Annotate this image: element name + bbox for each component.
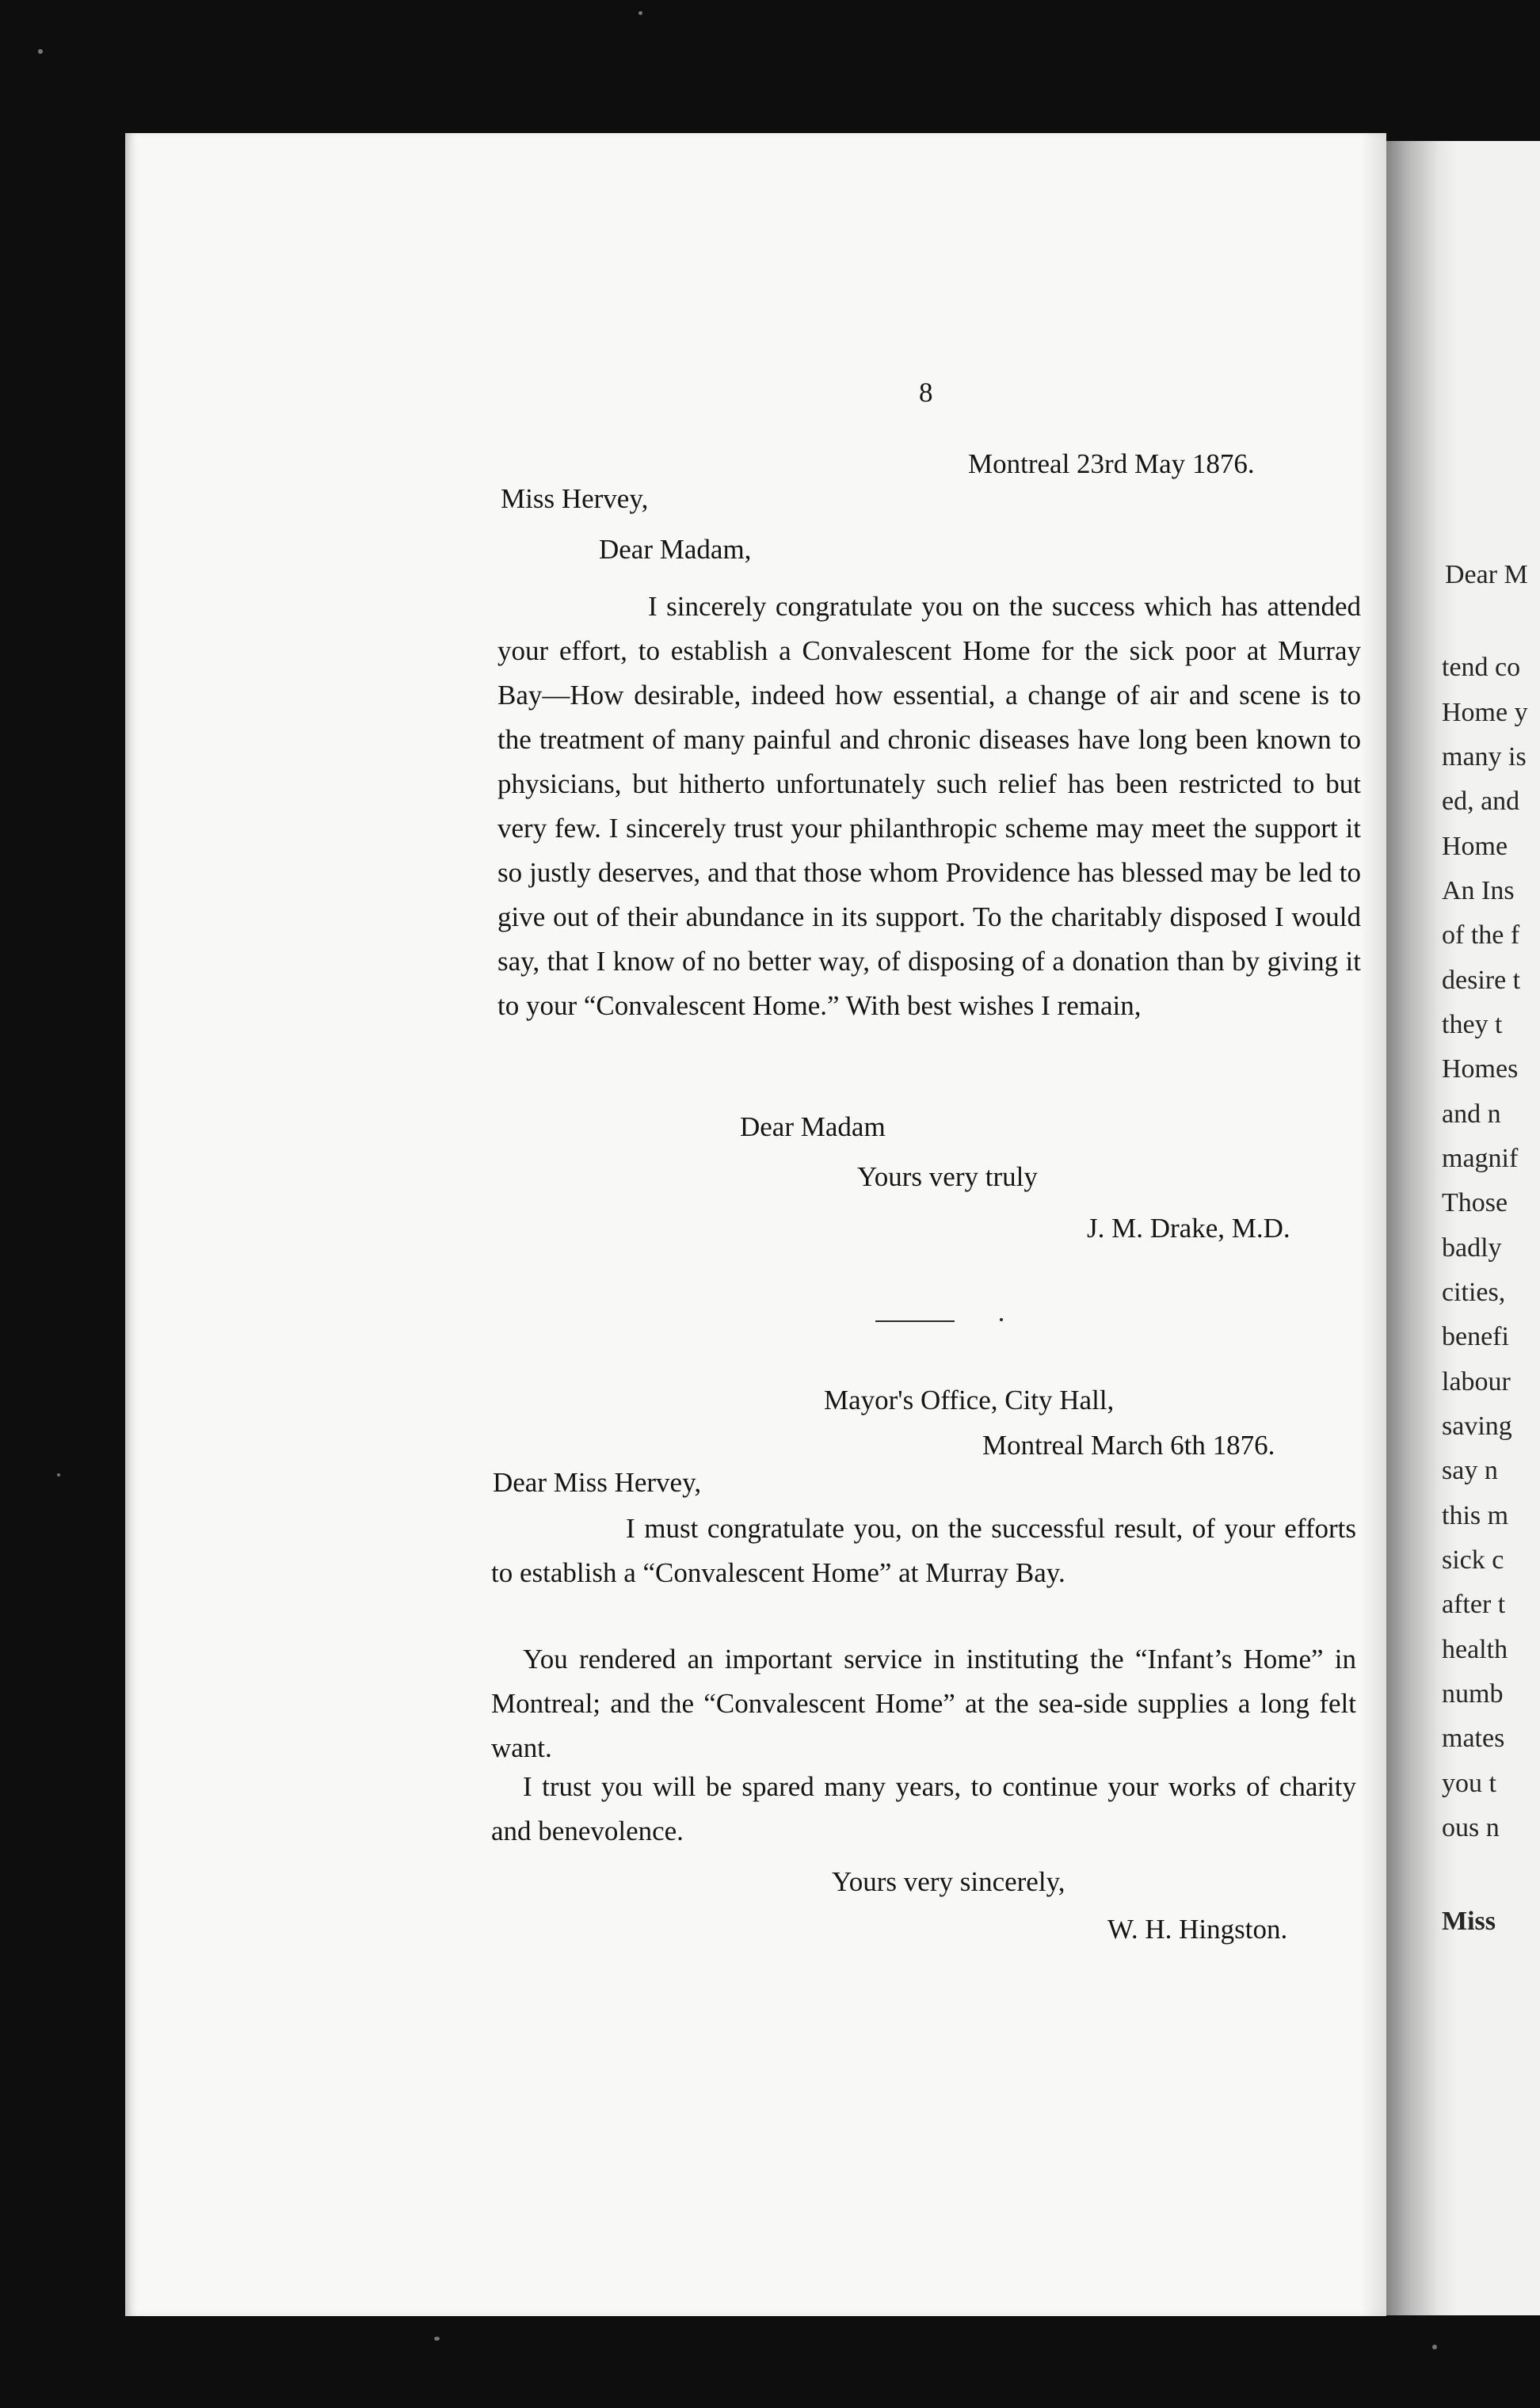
facing-line: saving xyxy=(1442,1412,1512,1441)
facing-line: and n xyxy=(1442,1099,1501,1129)
facing-line: tend co xyxy=(1442,653,1521,682)
facing-line: sick c xyxy=(1442,1545,1504,1575)
facing-line: after t xyxy=(1442,1590,1506,1619)
facing-line: you t xyxy=(1442,1769,1496,1798)
letter1-closing: Yours very truly xyxy=(857,1161,1038,1192)
letter1-salutation: Dear Madam, xyxy=(599,534,752,565)
dust-speck xyxy=(638,11,642,15)
facing-page-text xyxy=(1442,0,1540,2408)
letter2-paragraph: I trust you will be spared many years, to continue your works of charity and benevolence. xyxy=(491,1771,1356,1846)
facing-line: many is xyxy=(1442,742,1527,772)
facing-line: health xyxy=(1442,1635,1508,1664)
facing-line: of the f xyxy=(1442,920,1520,950)
facing-line: ed, and xyxy=(1442,787,1520,816)
letter1-recipient: Miss Hervey, xyxy=(501,483,649,514)
letter2-paragraph: You rendered an important service in instituting the “Infant’s Home” in Montreal; and the “Convalescent Home” at the sea-side supplies a long felt want. xyxy=(491,1644,1356,1763)
facing-line: mates xyxy=(1442,1724,1505,1753)
facing-line: Homes xyxy=(1442,1054,1519,1084)
facing-line: say n xyxy=(1442,1456,1498,1485)
letter1-body: I sincerely congratulate you on the success which has attended your effort, to establish a Convalescent Home for the sick poor at Murray Bay—How desirable, indeed how essential, a change of air and scene is to the treatment of many painful and chronic diseases have long been known to physicians, but hitherto unfortunately such relief has been restricted to but very few. I sincerely trust your philanthropic scheme may meet the support it so justly deserves, and that those whom Providence has blessed may be led to give out of their abundance in its support. To the charitably disposed I would say, that I know of no better way, of disposing of a donation than by giving it to your “Convalescent Home.” With best wishes I remain, xyxy=(497,591,1361,1021)
letter1-closing-salutation: Dear Madam xyxy=(740,1111,886,1142)
facing-line: An Ins xyxy=(1442,876,1515,905)
dust-speck xyxy=(434,2337,440,2341)
letter2-office: Mayor's Office, City Hall, xyxy=(824,1385,1115,1415)
facing-line: ous n xyxy=(1442,1813,1500,1842)
facing-line: they t xyxy=(1442,1010,1503,1039)
page-number: 8 xyxy=(919,377,933,408)
facing-line: Miss xyxy=(1442,1907,1496,1936)
facing-line: Home xyxy=(1442,832,1508,861)
facing-line: Those xyxy=(1442,1188,1508,1217)
letter2-paragraph: I must congratulate you, on the successful result, of your efforts to establish a “Convalescent Home” at Murray Bay. xyxy=(491,1513,1356,1588)
divider-dot xyxy=(1000,1318,1003,1321)
letter1-signature: J. M. Drake, M.D. xyxy=(1087,1213,1290,1244)
facing-line: badly xyxy=(1442,1233,1502,1263)
dust-speck xyxy=(38,49,43,54)
facing-line: desire t xyxy=(1442,966,1521,995)
dust-speck xyxy=(1432,2345,1437,2349)
facing-line: this m xyxy=(1442,1501,1509,1530)
letter2-salutation: Dear Miss Hervey, xyxy=(493,1467,702,1498)
facing-line: labour xyxy=(1442,1367,1511,1396)
facing-line: Dear M xyxy=(1445,560,1528,589)
section-divider xyxy=(875,1320,955,1322)
letter2-closing: Yours very sincerely, xyxy=(832,1866,1065,1897)
facing-line: cities, xyxy=(1442,1278,1506,1307)
page-edge-shadow xyxy=(1361,133,1386,2316)
facing-line: benefi xyxy=(1442,1322,1509,1351)
facing-line: Home y xyxy=(1442,698,1528,727)
facing-line: numb xyxy=(1442,1679,1504,1709)
letter1-dateline: Montreal 23rd May 1876. xyxy=(968,448,1255,479)
letter2-signature: W. H. Hingston. xyxy=(1107,1914,1288,1945)
dust-speck xyxy=(57,1473,60,1476)
facing-line: magnif xyxy=(1442,1144,1519,1173)
letter2-dateline: Montreal March 6th 1876. xyxy=(982,1430,1275,1461)
